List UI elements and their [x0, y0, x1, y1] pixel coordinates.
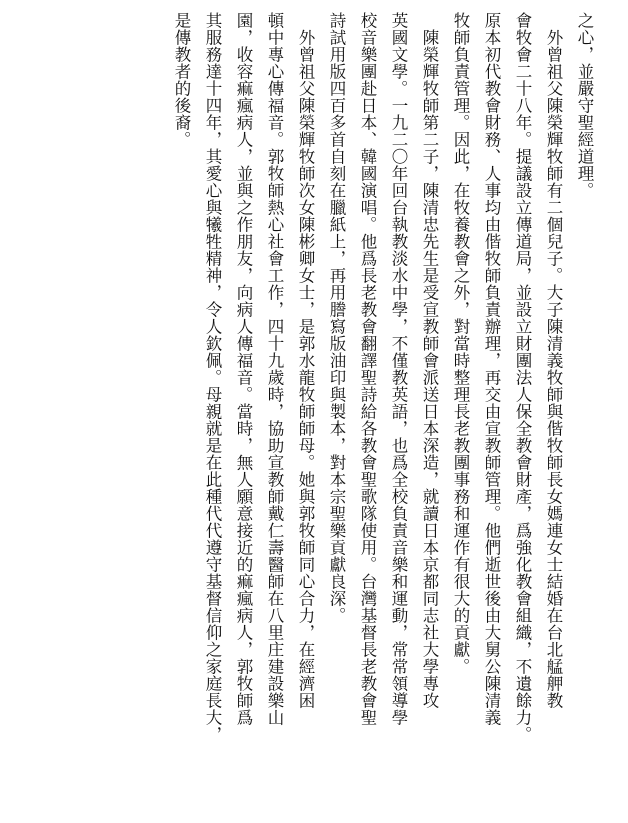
vertical-text-body: [166, 12, 600, 812]
text-column: 園，收容痲瘋病人，並與之作朋友，向病人傳福音。當時，無人願意接近的痲瘋病人，郭牧師爲: [234, 12, 253, 726]
text-column: 詩試用版四百多首自刻在臘紙上，再用謄寫版油印與製本，對本宗聖樂貢獻良深。: [327, 12, 346, 624]
text-column: 其服務達十四年，其愛心與犧牲精神，令人欽佩。母親就是在此種代代遵守基督信仰之家庭長大，: [203, 12, 222, 743]
text-column: 會牧會二十八年。提議設立傳道局，並設立財團法人保全教會財產，爲強化教會組織，不遺餘力。: [513, 12, 532, 743]
text-column: 外曾祖父陳榮輝牧師次女陳彬卿女士，是郭水龍牧師師母。她與郭牧師同心合力，在經濟困: [296, 12, 315, 709]
text-column: 校音樂團赴日本、韓國演唱。他爲長老教會翻譯聖詩給各教會聖歌隊使用。台灣基督長老教會聖: [358, 12, 377, 726]
text-column: 外曾祖父陳榮輝牧師有二個兒子。大子陳清義牧師與偕牧師長女媽連女士結婚在台北艋舺教: [544, 12, 563, 709]
text-column: 陳榮輝牧師第二子，陳清忠先生是受宣教師會派送日本深造，就讀日本京都同志社大學專攻: [420, 12, 439, 709]
text-column: 之心，並嚴守聖經道理。: [575, 12, 594, 199]
text-column: 頓中專心傳福音。郭牧師熱心社會工作，四十九歲時，協助宣教師戴仁壽醫師在八里庄建設樂山: [265, 12, 284, 726]
text-column: 牧師負責管理。因此，在牧養教會之外，對當時整理長老教團事務和運作有很大的貢獻。: [451, 12, 470, 675]
text-column: 英國文學。一九二〇年回台執教淡水中學，不僅教英語，也爲全校負責音樂和運動，常常領導學: [389, 12, 408, 726]
text-column: 原本初代教會財務、人事均由偕牧師負責辦理，再交由宣教師管理。他們逝世後由大舅公陳清義: [482, 12, 501, 726]
text-column: 是傳教者的後裔。: [172, 12, 191, 148]
